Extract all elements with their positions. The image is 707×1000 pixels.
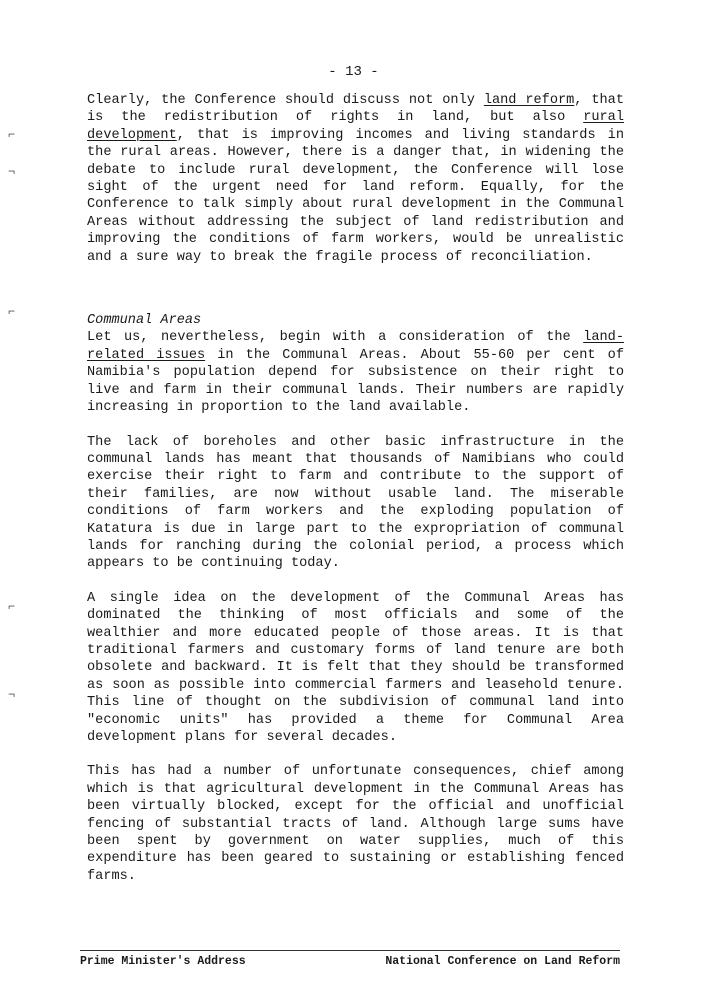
underlined-term-land-related-issues: land-related issues [87, 330, 624, 363]
text-run: in the Communal Areas. About 55-60 per cent of Namibia's population depend for subsistence on their right to live and farm in their communal lands. Their numbers are rapidly increasing in proportion to the land available. [87, 347, 624, 416]
text-run: , that is improving incomes and living standards in the rural areas. However, there is a danger that, in widening the debate to include rural development, the Conference will lose sight of the urgent need for land reform. Equally, for the Conference to talk simply about rural development in the Communal Areas without addressing the subject of land redistribution and improving the conditions of farm workers, would be unrealistic and a sure way to break the fragile process of reconciliation. [87, 127, 624, 265]
underlined-term-land-reform: land reform [483, 93, 575, 108]
paragraph-single-idea: A single idea on the development of the Communal Areas has dominated the thinking of most officials and some of the wealthier and more educated people of those areas. It is that traditional farmers and customary forms of land tenure are both obsolete and backward. It is felt that they should be transformed as soon as possible into commercial farmers and leasehold tenure. This line of thought on the subdivision of communal land into "economic units" has provided a theme for Communal Area development plans for several decades. [87, 590, 624, 745]
paragraph-land-related-issues [87, 329, 624, 416]
underlined-term-rural-development: rural development [87, 110, 624, 143]
scan-margin-mark: ¬ [8, 688, 16, 702]
paragraph-infrastructure: The lack of boreholes and other basic infrastructure in the communal lands has meant that thousands of Namibians who could exercise their right to farm and contribute to the support of their families, are now without usable land. The miserable conditions of farm workers and the exploding population of Katatura is due in large part to the expropriation of communal lands for ranching during the colonial period, a process which appears to be continuing today. [87, 434, 624, 572]
paragraph-consequences: This has had a number of unfortunate consequences, chief among which is that agricultural development in the Communal Areas has been virtually blocked, except for the official and unofficial fencing of substantial tracts of land. Although large sums have been spent by government on water supplies, much of this expenditure has been geared to sustaining or establishing fenced farms. [87, 764, 624, 884]
scan-margin-mark: ⌐ [8, 305, 16, 319]
scan-margin-mark: ⌐ [8, 600, 16, 614]
text-run: Let us, nevertheless, begin with a consideration of the [87, 330, 584, 346]
text-run: Clearly, the Conference should discuss not only [87, 93, 484, 108]
scan-margin-mark: ⌐ [8, 128, 16, 142]
page-number: - 13 - [328, 64, 379, 80]
text-run: , that is the redistribution of rights in land, but also [87, 93, 624, 126]
scan-margin-mark: ¬ [8, 165, 16, 179]
section-heading: Communal Areas [87, 313, 202, 329]
document-body [87, 92, 624, 885]
paragraph-reform-and-development [87, 92, 624, 266]
page-footer [80, 955, 620, 968]
footer-rule [80, 950, 620, 951]
footer-left: Prime Minister's Address [80, 955, 246, 968]
footer-right: National Conference on Land Reform [385, 955, 620, 968]
